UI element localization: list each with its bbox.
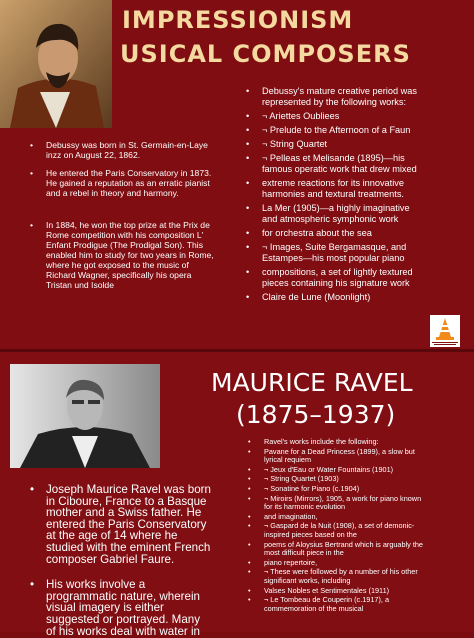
list-item: • Debussy's mature creative period was [246,86,460,97]
list-item: • Valses Nobles et Sentimentales (1911) [248,587,458,596]
list-item: • ¬ Sonatine for Piano (c.1904) [248,485,458,494]
list-item: mother and a Swiss father. He [46,506,202,520]
list-item: • Claire de Lune (Moonlight) [246,292,460,303]
list-item: • for orchestra about the sea [246,228,460,239]
list-item: most difficult piece in the [264,548,344,558]
debussy-bio-list [30,140,236,290]
list-item: Tristan und Isolde [46,280,114,290]
list-item: enabled him to study for two years in Rome, [46,250,214,260]
list-item: • ¬ Pelleas et Melisande (1895)—his [246,153,460,164]
list-item: • La Mer (1905)—a highly imaginative [246,203,460,214]
list-item: • His works involve a [30,579,230,591]
list-item: • and imagination, [248,513,458,522]
ravel-title-line2: (1875–1937) [236,400,396,429]
list-item: significant works, including [264,575,351,585]
list-item: famous operatic work that drew mixed [262,164,417,174]
cone-logo-icon [427,313,463,349]
list-item: Rome competition with his composition L' [46,230,204,240]
list-item: represented by the following works: [262,97,407,107]
list-item: • ¬ Ariettes Oubliees [246,111,460,122]
list-item: • ¬ Gaspard de la Nuit (1908), a set of demonic- [248,522,458,531]
list-item: inzz on August 22, 1862. [46,150,141,160]
list-item: • Pavane for a Dead Princess (1899), a slow but [248,448,458,457]
slide-title-line1: IMPRESSIONISM [122,6,354,34]
list-item: • Ravel's works include the following: [248,438,458,447]
list-item: at the age of 14 where he [46,529,178,543]
list-item: • piano repertoire, [248,559,458,568]
debussy-portrait-image [0,0,112,128]
ravel-portrait-image [10,364,160,468]
list-item: He gained a reputation as an erratic pianist [46,178,210,188]
list-item: programmatic nature, wherein [46,589,201,603]
list-item: Richard Wagner, specifically his opera [46,270,192,280]
cone-logo-graphic [427,313,463,349]
list-item: • ¬ Le Tombeau de Couperin (c.1917), a [248,596,458,605]
list-item: • In 1884, he won the top prize at the Prix de [30,220,236,230]
list-item: commemoration of the musical [264,603,364,613]
list-item: pieces containing his signature work [262,278,410,288]
slide-title-line2: USICAL COMPOSERS [120,40,411,68]
list-item: • poems of Aloysius Bertrand which is arguably the [248,541,458,550]
list-item: • ¬ Prelude to the Afternoon of a Faun [246,125,460,136]
list-item: and atmospheric symphonic work [262,214,399,224]
list-item: • Joseph Maurice Ravel was born [30,484,230,496]
ravel-title-line1: MAURICE RAVEL [211,368,413,397]
list-item: • He entered the Paris Conservatory in 1873. [30,168,236,178]
list-item: suggested or portrayed. Many [46,612,201,626]
list-item: visual imagery is either [46,601,164,615]
list-item: lyrical requiem [264,455,312,465]
list-item: in Ciboure, France to a Basque [46,494,207,508]
list-item: • ¬ Jeux d'Eau or Water Fountains (1901) [248,466,458,475]
list-item: • compositions, a set of lightly textured [246,267,460,278]
list-item: • Debussy was born in St. Germain-en-Laye [30,140,236,150]
list-item: for its harmonic evolution [264,502,346,512]
list-item: inspired pieces based on the [264,529,357,539]
debussy-portrait [0,0,112,128]
list-item: and a rebel in theory and harmony. [46,188,179,198]
list-item: of his works deal with water in [46,624,201,638]
list-item: • extreme reactions for its innovative [246,178,460,189]
list-item: • ¬ Images, Suite Bergamasque, and [246,242,460,253]
list-item: • ¬ String Quartet [246,139,460,150]
list-item: • ¬ Miroirs (Mirrors), 1905, a work for piano known [248,495,458,504]
ravel-bio-list [30,484,230,637]
debussy-works-list [246,86,460,306]
list-item: • ¬ String Quartet (1903) [248,475,458,484]
list-item: • ¬ These were followed by a number of his other [248,568,458,577]
ravel-works-list [248,438,458,614]
list-item: where he got exposed to the music of [46,260,189,270]
list-item: Enfant Prodigue (The Prodigal Son). This [46,240,204,250]
ravel-portrait [10,364,160,468]
list-item: Estampes—his most popular piano [262,253,405,263]
list-item: studied with the eminent French [46,540,211,554]
list-item: composer Gabriel Faure. [46,552,175,566]
list-item: entered the Paris Conservatory [46,517,207,531]
list-item: harmonies and textural treatments. [262,189,404,199]
